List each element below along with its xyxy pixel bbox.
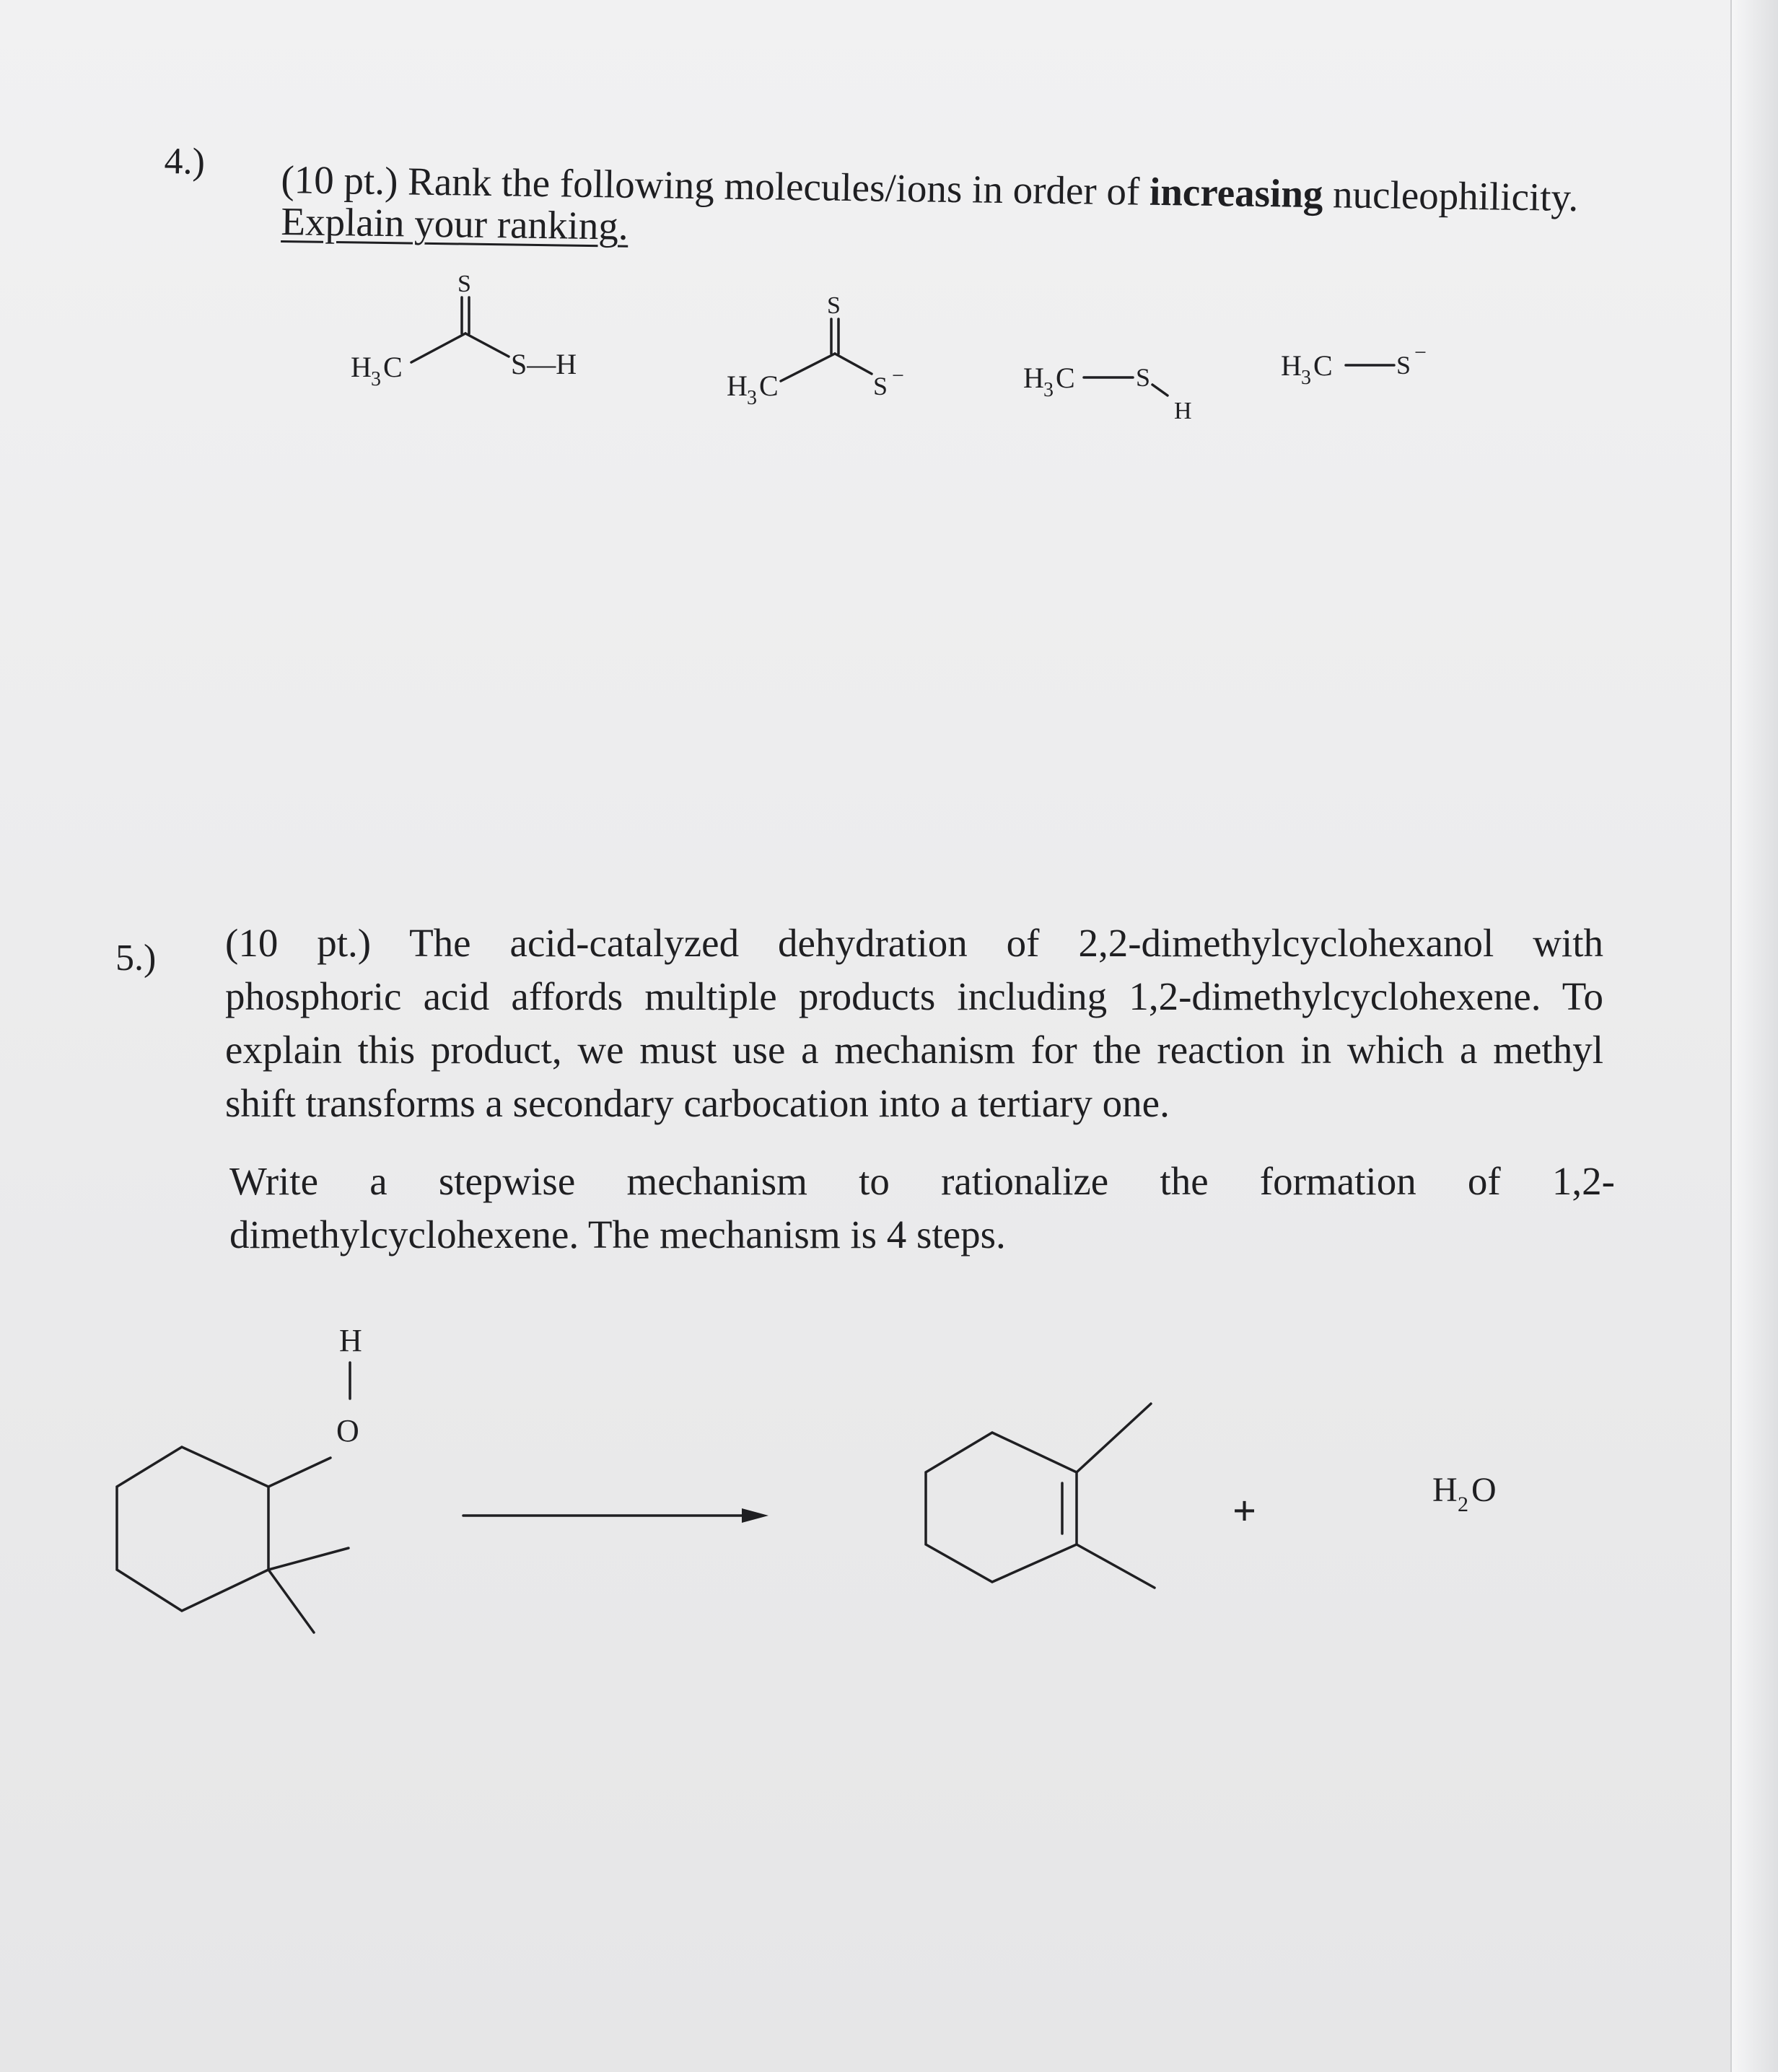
m3-ch3-c: C xyxy=(1056,362,1075,394)
m1-ch3-c: C xyxy=(383,351,403,383)
question-4-bold-word: increasing xyxy=(1149,169,1323,217)
water-h: H xyxy=(1432,1471,1458,1509)
reactant-hydrogen: H xyxy=(339,1323,362,1358)
question-4-number: 4.) xyxy=(164,141,206,183)
question-5-line-4: shift transforms a secondary carbocation into a tertiary one. xyxy=(225,1081,1170,1125)
molecule-2-bonds xyxy=(781,319,872,381)
question-5-line-1: (10 pt.) The acid-catalyzed dehydration of 2,2-dimethylcyclohexanol with xyxy=(225,921,1603,965)
m4-charge: − xyxy=(1414,341,1427,364)
reactant-structure xyxy=(117,1363,350,1632)
m2-sulfur-anion: S xyxy=(873,372,888,401)
m2-ch3-sub: 3 xyxy=(747,387,757,409)
molecule-3-bonds xyxy=(1084,377,1168,395)
arrow-head xyxy=(742,1508,768,1523)
m4-ch3-sub: 3 xyxy=(1301,367,1311,389)
question-4-points: (10 pt.) xyxy=(281,157,398,204)
water-o: O xyxy=(1471,1471,1497,1509)
reactant-oxygen: O xyxy=(336,1413,359,1448)
question-5-line-6: dimethylcyclohexene. The mechanism is 4 steps. xyxy=(229,1212,1006,1256)
molecule-1-bonds xyxy=(411,297,509,362)
m4-sulfur: S xyxy=(1396,351,1411,380)
m1-sulfur-top: S xyxy=(457,271,471,297)
m2-charge: − xyxy=(892,364,904,388)
plus-sign: + xyxy=(1232,1487,1257,1534)
question-5-number: 5.) xyxy=(115,937,157,979)
m4-ch3-c: C xyxy=(1313,349,1333,382)
m3-hydrogen: H xyxy=(1174,398,1192,424)
m2-ch3-c: C xyxy=(759,370,779,402)
m3-ch3-h: H xyxy=(1023,362,1044,394)
m3-sulfur: S xyxy=(1136,363,1151,392)
product-structure xyxy=(926,1404,1155,1588)
m2-sulfur-top: S xyxy=(827,292,841,319)
question-4-explain: Explain your ranking. xyxy=(281,198,629,248)
question-5-line-3: explain this product, we must use a mechanism for the reaction in which a methyl xyxy=(225,1028,1603,1072)
m4-ch3-h: H xyxy=(1281,349,1302,382)
m1-ch3-h: H xyxy=(351,351,372,383)
question-5-line-5: Write a stepwise mechanism to rationalize the formation of 1,2- xyxy=(229,1159,1615,1203)
water-sub: 2 xyxy=(1458,1492,1468,1516)
m1-ch3-sub: 3 xyxy=(371,368,381,390)
question-4-text-a: Rank the following molecules/ions in order of xyxy=(407,159,1140,214)
m2-ch3-h: H xyxy=(727,370,748,402)
question-5-line-2: phosphoric acid affords multiple products including 1,2-dimethylcyclohexene. To xyxy=(225,974,1603,1018)
m1-sh: S—H xyxy=(511,348,577,380)
question-4-text-b: nucleophilicity. xyxy=(1332,172,1579,220)
m3-ch3-sub: 3 xyxy=(1043,379,1054,401)
